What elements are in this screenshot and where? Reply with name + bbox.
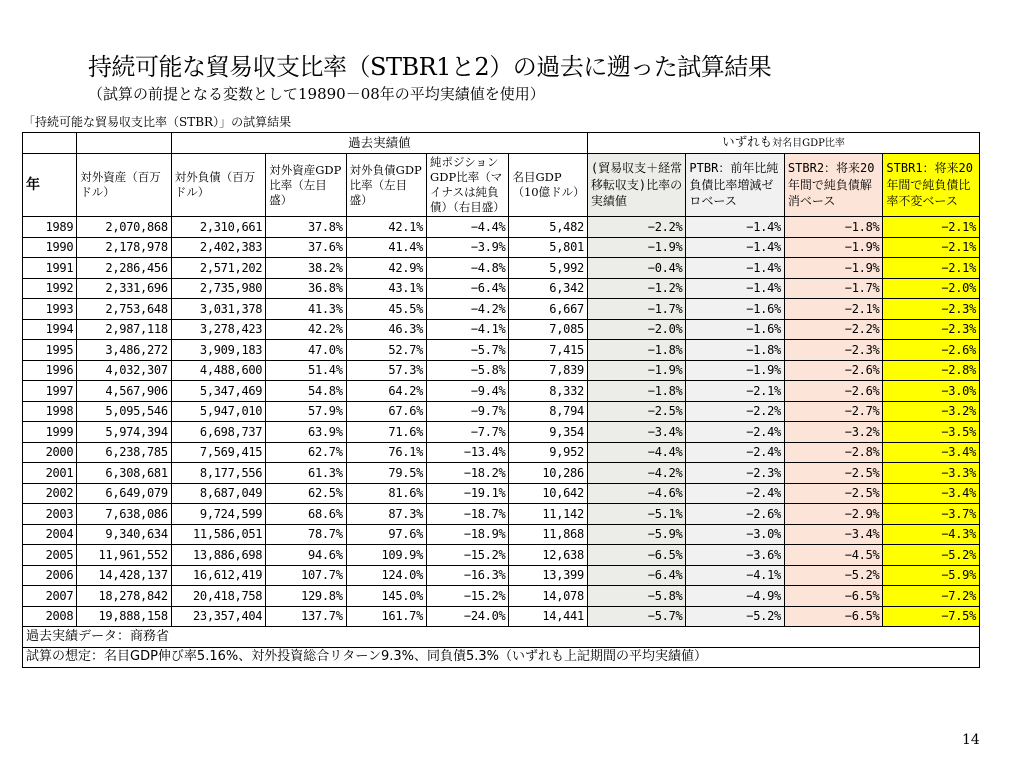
cell-liabilities-gdp: 81.6% <box>346 483 426 504</box>
cell-ptbr: −2.2% <box>686 401 785 422</box>
cell-net-position-gdp: −15.2% <box>427 586 509 607</box>
cell-nominal-gdp: 14,441 <box>509 606 587 627</box>
cell-ptbr: −2.4% <box>686 483 785 504</box>
cell-stbr2: −1.9% <box>784 258 883 279</box>
footnote-source: 過去実績データ：商務省 <box>23 627 980 648</box>
cell-foreign-assets: 2,178,978 <box>77 237 171 258</box>
cell-nominal-gdp: 7,839 <box>509 360 587 381</box>
ratio-group-prefix: いずれも <box>722 134 773 149</box>
cell-year: 1991 <box>23 258 77 279</box>
col-nominal-gdp: 名目GDP（10億ドル） <box>509 154 587 217</box>
cell-net-position-gdp: −6.4% <box>427 278 509 299</box>
cell-trade-ratio: −4.4% <box>587 442 686 463</box>
past-actuals-header: 過去実績値 <box>171 133 587 154</box>
cell-foreign-assets: 6,238,785 <box>77 442 171 463</box>
cell-liabilities-gdp: 41.4% <box>346 237 426 258</box>
cell-foreign-assets: 11,961,552 <box>77 545 171 566</box>
table-row <box>23 258 980 279</box>
cell-foreign-assets: 19,888,158 <box>77 606 171 627</box>
cell-stbr2: −6.5% <box>784 586 883 607</box>
footnote-assumption: 試算の想定：名目GDP伸び率5.16%、対外投資総合リターン9.3%、同負債5.3%（いずれも上記期間の平均実績値） <box>23 647 980 668</box>
cell-nominal-gdp: 8,794 <box>509 401 587 422</box>
cell-liabilities-gdp: 42.9% <box>346 258 426 279</box>
cell-net-position-gdp: −24.0% <box>427 606 509 627</box>
cell-foreign-liabilities: 20,418,758 <box>171 586 265 607</box>
cell-year: 1994 <box>23 319 77 340</box>
slide-subtitle: （試算の前提となる変数として19890－08年の平均実績値を使用） <box>88 85 545 103</box>
table-row <box>23 299 980 320</box>
cell-year: 1989 <box>23 217 77 238</box>
cell-stbr1: −3.4% <box>883 442 980 463</box>
cell-foreign-liabilities: 2,571,202 <box>171 258 265 279</box>
cell-trade-ratio: −1.8% <box>587 381 686 402</box>
cell-ptbr: −4.9% <box>686 586 785 607</box>
table-row <box>23 360 980 381</box>
table-row <box>23 340 980 361</box>
cell-nominal-gdp: 10,642 <box>509 483 587 504</box>
cell-foreign-assets: 6,308,681 <box>77 463 171 484</box>
cell-foreign-liabilities: 6,698,737 <box>171 422 265 443</box>
cell-nominal-gdp: 5,801 <box>509 237 587 258</box>
cell-foreign-liabilities: 3,278,423 <box>171 319 265 340</box>
cell-assets-gdp: 94.6% <box>266 545 346 566</box>
cell-foreign-liabilities: 23,357,404 <box>171 606 265 627</box>
cell-liabilities-gdp: 46.3% <box>346 319 426 340</box>
cell-ptbr: −1.8% <box>686 340 785 361</box>
cell-nominal-gdp: 13,399 <box>509 565 587 586</box>
cell-ptbr: −1.4% <box>686 258 785 279</box>
cell-foreign-liabilities: 4,488,600 <box>171 360 265 381</box>
cell-net-position-gdp: −19.1% <box>427 483 509 504</box>
cell-ptbr: −1.9% <box>686 360 785 381</box>
cell-ptbr: −1.4% <box>686 237 785 258</box>
cell-year: 1995 <box>23 340 77 361</box>
cell-ptbr: −2.3% <box>686 463 785 484</box>
cell-foreign-assets: 14,428,137 <box>77 565 171 586</box>
footnote-source-row <box>23 627 980 648</box>
cell-stbr1: −2.3% <box>883 319 980 340</box>
cell-stbr2: −2.5% <box>784 463 883 484</box>
cell-nominal-gdp: 11,142 <box>509 504 587 525</box>
cell-ptbr: −1.6% <box>686 299 785 320</box>
cell-nominal-gdp: 11,868 <box>509 524 587 545</box>
cell-liabilities-gdp: 161.7% <box>346 606 426 627</box>
cell-ptbr: −2.6% <box>686 504 785 525</box>
col-stbr1: STBR1：将来20年間で純負債比率不変ベース <box>883 154 980 217</box>
slide-title: 持続可能な貿易収支比率（STBR1と2）の過去に遡った試算結果 <box>88 53 772 81</box>
cell-trade-ratio: −3.4% <box>587 422 686 443</box>
cell-foreign-liabilities: 16,612,419 <box>171 565 265 586</box>
cell-assets-gdp: 42.2% <box>266 319 346 340</box>
cell-ptbr: −2.4% <box>686 442 785 463</box>
cell-trade-ratio: −1.8% <box>587 340 686 361</box>
cell-trade-ratio: −1.9% <box>587 237 686 258</box>
cell-net-position-gdp: −18.2% <box>427 463 509 484</box>
cell-stbr2: −2.6% <box>784 360 883 381</box>
cell-nominal-gdp: 12,638 <box>509 545 587 566</box>
cell-stbr1: −2.0% <box>883 278 980 299</box>
cell-net-position-gdp: −9.4% <box>427 381 509 402</box>
cell-trade-ratio: −5.8% <box>587 586 686 607</box>
cell-foreign-assets: 2,987,118 <box>77 319 171 340</box>
cell-foreign-assets: 9,340,634 <box>77 524 171 545</box>
table-row <box>23 442 980 463</box>
cell-year: 1990 <box>23 237 77 258</box>
cell-foreign-liabilities: 11,586,051 <box>171 524 265 545</box>
cell-year: 1997 <box>23 381 77 402</box>
cell-nominal-gdp: 5,992 <box>509 258 587 279</box>
cell-year: 2008 <box>23 606 77 627</box>
cell-nominal-gdp: 7,415 <box>509 340 587 361</box>
cell-stbr2: −2.2% <box>784 319 883 340</box>
cell-liabilities-gdp: 109.9% <box>346 545 426 566</box>
cell-liabilities-gdp: 71.6% <box>346 422 426 443</box>
cell-stbr1: −3.2% <box>883 401 980 422</box>
column-header-row <box>23 154 980 217</box>
cell-foreign-assets: 18,278,842 <box>77 586 171 607</box>
col-foreign-liabilities: 対外負債（百万ドル） <box>171 154 265 217</box>
cell-foreign-liabilities: 13,886,698 <box>171 545 265 566</box>
cell-nominal-gdp: 14,078 <box>509 586 587 607</box>
cell-stbr2: −5.2% <box>784 565 883 586</box>
col-year: 年 <box>23 154 77 217</box>
cell-stbr2: −1.9% <box>784 237 883 258</box>
cell-stbr2: −6.5% <box>784 606 883 627</box>
cell-year: 1996 <box>23 360 77 381</box>
cell-nominal-gdp: 9,354 <box>509 422 587 443</box>
cell-nominal-gdp: 9,952 <box>509 442 587 463</box>
cell-net-position-gdp: −5.7% <box>427 340 509 361</box>
cell-liabilities-gdp: 42.1% <box>346 217 426 238</box>
cell-foreign-assets: 3,486,272 <box>77 340 171 361</box>
cell-trade-ratio: −4.6% <box>587 483 686 504</box>
cell-net-position-gdp: −16.3% <box>427 565 509 586</box>
cell-foreign-liabilities: 2,310,661 <box>171 217 265 238</box>
cell-stbr2: −2.7% <box>784 401 883 422</box>
cell-assets-gdp: 63.9% <box>266 422 346 443</box>
ratio-group-header <box>587 133 979 154</box>
cell-trade-ratio: −2.5% <box>587 401 686 422</box>
cell-assets-gdp: 54.8% <box>266 381 346 402</box>
page-number: 14 <box>962 732 980 748</box>
table-row <box>23 381 980 402</box>
group-header-row <box>23 133 980 154</box>
cell-liabilities-gdp: 145.0% <box>346 586 426 607</box>
table-caption: 「持続可能な貿易収支比率（STBR）」の試算結果 <box>23 115 292 129</box>
cell-liabilities-gdp: 45.5% <box>346 299 426 320</box>
cell-assets-gdp: 62.7% <box>266 442 346 463</box>
cell-nominal-gdp: 5,482 <box>509 217 587 238</box>
cell-ptbr: −2.4% <box>686 422 785 443</box>
cell-liabilities-gdp: 124.0% <box>346 565 426 586</box>
cell-liabilities-gdp: 76.1% <box>346 442 426 463</box>
col-liabilities-gdp: 対外負債GDP比率（左目盛） <box>346 154 426 217</box>
table-row <box>23 401 980 422</box>
cell-year: 2002 <box>23 483 77 504</box>
cell-stbr1: −3.4% <box>883 483 980 504</box>
cell-stbr1: −4.3% <box>883 524 980 545</box>
cell-trade-ratio: −1.7% <box>587 299 686 320</box>
cell-assets-gdp: 47.0% <box>266 340 346 361</box>
cell-net-position-gdp: −3.9% <box>427 237 509 258</box>
cell-assets-gdp: 51.4% <box>266 360 346 381</box>
cell-foreign-assets: 4,032,307 <box>77 360 171 381</box>
cell-assets-gdp: 41.3% <box>266 299 346 320</box>
cell-net-position-gdp: −18.7% <box>427 504 509 525</box>
cell-trade-ratio: −2.2% <box>587 217 686 238</box>
cell-ptbr: −1.6% <box>686 319 785 340</box>
cell-year: 1993 <box>23 299 77 320</box>
cell-net-position-gdp: −4.4% <box>427 217 509 238</box>
table-row <box>23 483 980 504</box>
cell-net-position-gdp: −4.2% <box>427 299 509 320</box>
cell-nominal-gdp: 10,286 <box>509 463 587 484</box>
cell-assets-gdp: 61.3% <box>266 463 346 484</box>
table-row <box>23 319 980 340</box>
cell-nominal-gdp: 6,342 <box>509 278 587 299</box>
cell-year: 2000 <box>23 442 77 463</box>
cell-trade-ratio: −5.1% <box>587 504 686 525</box>
cell-foreign-assets: 5,095,546 <box>77 401 171 422</box>
cell-assets-gdp: 68.6% <box>266 504 346 525</box>
cell-year: 2004 <box>23 524 77 545</box>
table-row <box>23 565 980 586</box>
col-ptbr: PTBR：前年比純負債比率増減ゼロベース <box>686 154 785 217</box>
cell-net-position-gdp: −4.8% <box>427 258 509 279</box>
cell-assets-gdp: 107.7% <box>266 565 346 586</box>
table-row <box>23 422 980 443</box>
cell-stbr2: −2.5% <box>784 483 883 504</box>
cell-trade-ratio: −2.0% <box>587 319 686 340</box>
cell-liabilities-gdp: 67.6% <box>346 401 426 422</box>
cell-liabilities-gdp: 43.1% <box>346 278 426 299</box>
cell-stbr1: −2.1% <box>883 217 980 238</box>
cell-nominal-gdp: 6,667 <box>509 299 587 320</box>
cell-foreign-assets: 6,649,079 <box>77 483 171 504</box>
cell-stbr2: −3.2% <box>784 422 883 443</box>
cell-stbr1: −3.0% <box>883 381 980 402</box>
cell-year: 2003 <box>23 504 77 525</box>
cell-stbr1: −2.1% <box>883 237 980 258</box>
cell-assets-gdp: 78.7% <box>266 524 346 545</box>
cell-stbr2: −3.4% <box>784 524 883 545</box>
cell-year: 1998 <box>23 401 77 422</box>
cell-stbr1: −3.3% <box>883 463 980 484</box>
cell-stbr1: −2.1% <box>883 258 980 279</box>
cell-stbr2: −2.8% <box>784 442 883 463</box>
cell-ptbr: −4.1% <box>686 565 785 586</box>
cell-assets-gdp: 137.7% <box>266 606 346 627</box>
cell-foreign-liabilities: 8,177,556 <box>171 463 265 484</box>
col-stbr2: STBR2：将来20年間で純負債解消ベース <box>784 154 883 217</box>
cell-net-position-gdp: −15.2% <box>427 545 509 566</box>
cell-assets-gdp: 37.6% <box>266 237 346 258</box>
cell-ptbr: −2.1% <box>686 381 785 402</box>
cell-assets-gdp: 36.8% <box>266 278 346 299</box>
table-row <box>23 606 980 627</box>
cell-assets-gdp: 62.5% <box>266 483 346 504</box>
table-row <box>23 217 980 238</box>
cell-ptbr: −3.6% <box>686 545 785 566</box>
col-foreign-assets: 対外資産（百万ドル） <box>77 154 171 217</box>
cell-trade-ratio: −6.5% <box>587 545 686 566</box>
table-row <box>23 237 980 258</box>
cell-foreign-liabilities: 5,347,469 <box>171 381 265 402</box>
cell-stbr2: −1.8% <box>784 217 883 238</box>
cell-nominal-gdp: 8,332 <box>509 381 587 402</box>
cell-stbr1: −2.6% <box>883 340 980 361</box>
cell-foreign-assets: 4,567,906 <box>77 381 171 402</box>
cell-assets-gdp: 57.9% <box>266 401 346 422</box>
cell-net-position-gdp: −18.9% <box>427 524 509 545</box>
cell-stbr1: −2.8% <box>883 360 980 381</box>
cell-trade-ratio: −1.2% <box>587 278 686 299</box>
table-row <box>23 504 980 525</box>
cell-foreign-liabilities: 2,402,383 <box>171 237 265 258</box>
cell-foreign-liabilities: 2,735,980 <box>171 278 265 299</box>
cell-foreign-liabilities: 3,909,183 <box>171 340 265 361</box>
cell-stbr2: −4.5% <box>784 545 883 566</box>
cell-nominal-gdp: 7,085 <box>509 319 587 340</box>
cell-stbr2: −1.7% <box>784 278 883 299</box>
cell-stbr1: −2.3% <box>883 299 980 320</box>
cell-stbr1: −3.5% <box>883 422 980 443</box>
cell-liabilities-gdp: 57.3% <box>346 360 426 381</box>
cell-stbr2: −2.1% <box>784 299 883 320</box>
cell-trade-ratio: −5.7% <box>587 606 686 627</box>
cell-year: 2001 <box>23 463 77 484</box>
cell-year: 1999 <box>23 422 77 443</box>
cell-foreign-liabilities: 9,724,599 <box>171 504 265 525</box>
cell-liabilities-gdp: 97.6% <box>346 524 426 545</box>
cell-foreign-assets: 5,974,394 <box>77 422 171 443</box>
cell-stbr1: −5.9% <box>883 565 980 586</box>
table-row <box>23 545 980 566</box>
col-assets-gdp: 対外資産GDP比率（左目盛） <box>266 154 346 217</box>
cell-assets-gdp: 37.8% <box>266 217 346 238</box>
cell-stbr1: −3.7% <box>883 504 980 525</box>
cell-year: 2007 <box>23 586 77 607</box>
cell-net-position-gdp: −5.8% <box>427 360 509 381</box>
cell-stbr1: −7.5% <box>883 606 980 627</box>
cell-foreign-assets: 2,286,456 <box>77 258 171 279</box>
cell-trade-ratio: −4.2% <box>587 463 686 484</box>
cell-year: 2005 <box>23 545 77 566</box>
cell-year: 1992 <box>23 278 77 299</box>
table-row <box>23 524 980 545</box>
cell-foreign-assets: 7,638,086 <box>77 504 171 525</box>
cell-assets-gdp: 129.8% <box>266 586 346 607</box>
cell-net-position-gdp: −4.1% <box>427 319 509 340</box>
cell-trade-ratio: −5.9% <box>587 524 686 545</box>
cell-liabilities-gdp: 64.2% <box>346 381 426 402</box>
cell-net-position-gdp: −9.7% <box>427 401 509 422</box>
cell-trade-ratio: −0.4% <box>587 258 686 279</box>
table-row <box>23 586 980 607</box>
col-net-position-gdp: 純ポジションGDP比率（マイナスは純負債）（右目盛） <box>427 154 509 217</box>
cell-liabilities-gdp: 52.7% <box>346 340 426 361</box>
cell-foreign-liabilities: 3,031,378 <box>171 299 265 320</box>
cell-foreign-liabilities: 7,569,415 <box>171 442 265 463</box>
cell-liabilities-gdp: 79.5% <box>346 463 426 484</box>
cell-net-position-gdp: −13.4% <box>427 442 509 463</box>
cell-ptbr: −5.2% <box>686 606 785 627</box>
cell-year: 2006 <box>23 565 77 586</box>
col-trade-ratio: (貿易収支＋経常移転収支)比率の実績値 <box>587 154 686 217</box>
cell-stbr1: −7.2% <box>883 586 980 607</box>
cell-ptbr: −1.4% <box>686 278 785 299</box>
cell-ptbr: −1.4% <box>686 217 785 238</box>
cell-foreign-assets: 2,070,868 <box>77 217 171 238</box>
table-row <box>23 463 980 484</box>
table-row <box>23 278 980 299</box>
cell-foreign-assets: 2,753,648 <box>77 299 171 320</box>
ratio-group-suffix: 対名目GDP比率 <box>772 138 845 149</box>
cell-stbr2: −2.9% <box>784 504 883 525</box>
cell-assets-gdp: 38.2% <box>266 258 346 279</box>
cell-stbr2: −2.6% <box>784 381 883 402</box>
cell-liabilities-gdp: 87.3% <box>346 504 426 525</box>
footnote-assumption-row <box>23 647 980 668</box>
cell-foreign-liabilities: 8,687,049 <box>171 483 265 504</box>
results-table <box>22 132 980 668</box>
cell-ptbr: −3.0% <box>686 524 785 545</box>
cell-stbr1: −5.2% <box>883 545 980 566</box>
cell-net-position-gdp: −7.7% <box>427 422 509 443</box>
cell-stbr2: −2.3% <box>784 340 883 361</box>
cell-trade-ratio: −6.4% <box>587 565 686 586</box>
cell-foreign-assets: 2,331,696 <box>77 278 171 299</box>
cell-foreign-liabilities: 5,947,010 <box>171 401 265 422</box>
cell-trade-ratio: −1.9% <box>587 360 686 381</box>
